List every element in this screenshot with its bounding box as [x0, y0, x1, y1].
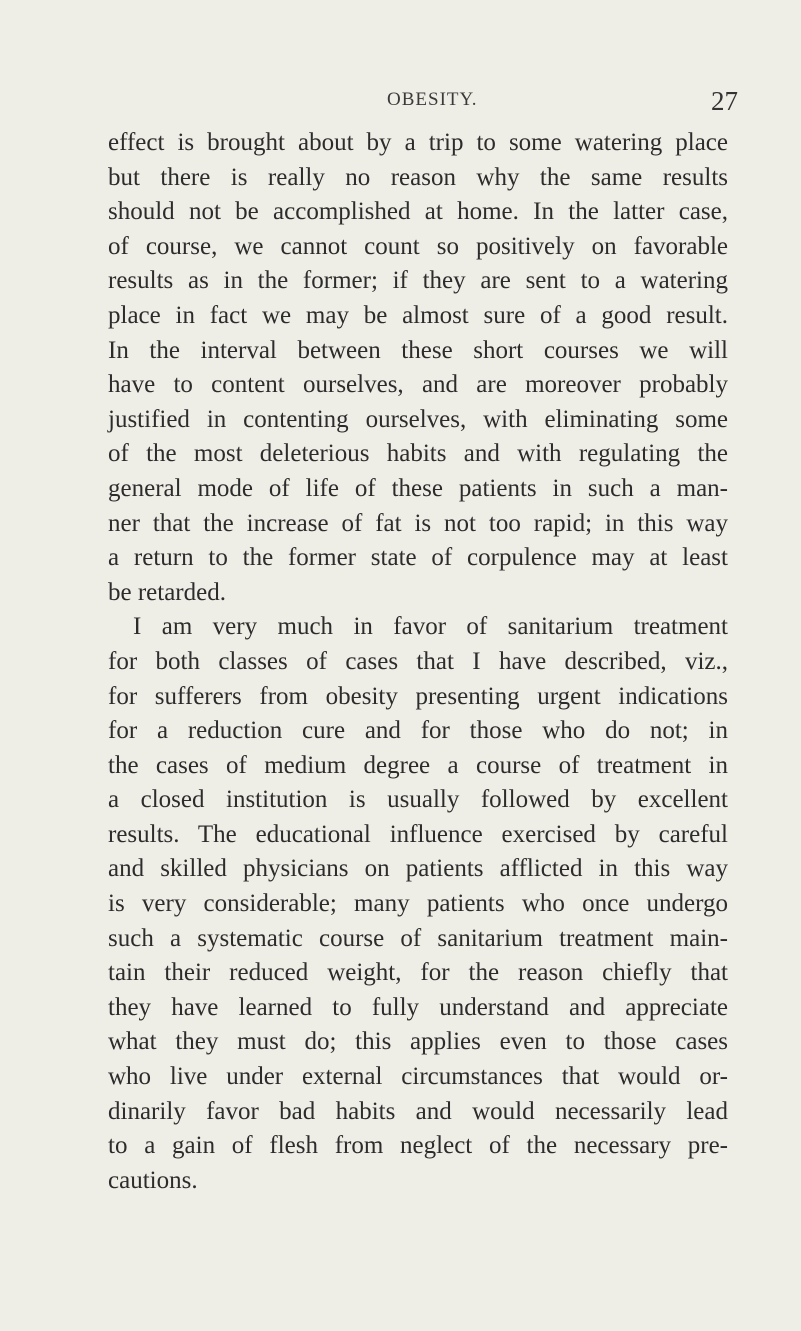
text-line: results. The educational influence exercised by careful — [108, 820, 728, 848]
text-line: general mode of life of these patients in such a man- — [108, 474, 728, 502]
text-line: dinarily favor bad habits and would necessarily lead — [108, 1097, 728, 1125]
running-head-title: OBESITY. — [387, 89, 478, 110]
text-line: be retarded. — [108, 578, 226, 606]
text-line: such a systematic course of sanitarium treatment main- — [108, 924, 728, 952]
body-text — [108, 126, 728, 1198]
text-line: to a gain of flesh from neglect of the necessary pre- — [108, 1132, 728, 1160]
text-line: justified in contenting ourselves, with eliminating some — [108, 405, 728, 433]
text-line: effect is brought about by a trip to some watering place — [108, 129, 728, 156]
text-line: of course, we cannot count so positively on favorable — [108, 232, 728, 260]
running-head — [0, 86, 801, 119]
text-line: a return to the former state of corpulence may at least — [108, 544, 728, 572]
text-line: for both classes of cases that I have described, viz., — [108, 647, 728, 675]
text-line: they have learned to fully understand and appreciate — [108, 993, 728, 1021]
text-line: the cases of medium degree a course of treatment in — [108, 751, 728, 779]
text-line: for sufferers from obesity presenting urgent indications — [108, 682, 728, 710]
text-line: a closed institution is usually followed by excellent — [108, 786, 728, 814]
text-line: ner that the increase of fat is not too rapid; in this way — [108, 509, 728, 537]
text-line: tain their reduced weight, for the reason chiefly that — [108, 959, 728, 987]
text-line: who live under external circumstances that would or- — [108, 1063, 728, 1091]
page-number: 27 — [711, 86, 738, 116]
text-line: I am very much in favor of sanitarium treatment — [133, 613, 728, 641]
text-line: place in fact we may be almost sure of a good result. — [108, 301, 728, 329]
text-line: should not be accomplished at home. In the latter case, — [108, 198, 728, 226]
text-line: for a reduction cure and for those who do not; in — [108, 717, 728, 745]
text-line: is very considerable; many patients who once undergo — [108, 890, 728, 918]
text-line: and skilled physicians on patients afflicted in this way — [108, 855, 728, 883]
text-line: In the interval between these short courses we will — [108, 336, 728, 364]
text-line: have to content ourselves, and are moreover probably — [108, 371, 728, 399]
text-line: results as in the former; if they are sent to a watering — [108, 267, 728, 295]
text-line: but there is really no reason why the same results — [108, 163, 728, 191]
text-line: what they must do; this applies even to those cases — [108, 1028, 728, 1056]
text-line: of the most deleterious habits and with regulating the — [108, 440, 728, 468]
text-line: cautions. — [108, 1166, 198, 1194]
